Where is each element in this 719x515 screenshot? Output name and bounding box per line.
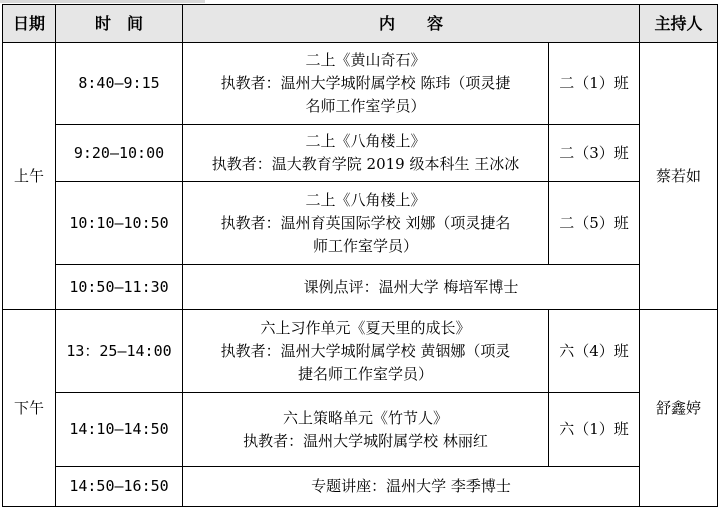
content-line: 师工作室学员）: [312, 236, 418, 255]
content-cell: [183, 310, 549, 393]
class-cell: 六（4）班: [549, 310, 640, 393]
content-line: 名师工作室学员）: [305, 97, 426, 115]
header-row: [3, 5, 718, 43]
table-row: [3, 265, 718, 310]
table-row: [3, 393, 718, 467]
content-cell: [183, 43, 549, 125]
content-cell: [183, 125, 549, 182]
class-cell: 六（1）班: [549, 393, 640, 467]
top-bar: [0, 0, 205, 3]
period-afternoon: 下午: [3, 310, 56, 507]
table-row: [3, 310, 718, 393]
table-row: [3, 43, 718, 125]
content-line: 执教者：温州大学城附属学校 陈玮（项灵捷: [220, 74, 511, 92]
header-content: 内 容: [183, 5, 640, 43]
header-host: 主持人: [640, 5, 718, 43]
content-line: 执教者：温州育英国际学校 刘娜（项灵捷名: [220, 213, 511, 232]
table-row: [3, 182, 718, 265]
content-line: 执教者：温州大学城附属学校 黄铟娜（项灵: [220, 341, 511, 360]
time-cell: 8:40—9:15: [56, 43, 183, 125]
content-line: 二上《八角楼上》: [305, 132, 426, 150]
header-date: 日期: [3, 5, 56, 43]
content-line: 六上习作单元《夏天里的成长》: [260, 318, 471, 337]
content-line: 六上策略单元《竹节人》: [282, 408, 448, 427]
time-cell: 13：25—14:00: [56, 310, 183, 393]
content-line: 课例点评：温州大学 梅培军博士: [303, 277, 519, 296]
time-cell: 10:50—11:30: [56, 265, 183, 310]
time-cell: 14:10—14:50: [56, 393, 183, 467]
schedule-table: [2, 4, 718, 507]
table-row: [3, 125, 718, 182]
content-line: 二上《八角楼上》: [305, 190, 426, 209]
table-row: [3, 467, 718, 507]
content-cell: [183, 265, 640, 310]
time-cell: 10:10—10:50: [56, 182, 183, 265]
content-line: 专题讲座：温州大学 李季博士: [311, 477, 511, 495]
period-morning: 上午: [3, 43, 56, 310]
content-line: 捷名师工作室学员）: [297, 364, 433, 383]
content-line: 二上《黄山奇石》: [305, 51, 426, 69]
host-afternoon: 舒鑫婷: [640, 310, 718, 507]
content-line: 执教者：温大教育学院 2019 级本科生 王冰冰: [211, 155, 520, 173]
host-morning: 蔡若如: [640, 43, 718, 310]
time-cell: 14:50—16:50: [56, 467, 183, 507]
content-cell: [183, 393, 549, 467]
class-cell: 二（5）班: [549, 182, 640, 265]
content-cell: [183, 467, 640, 507]
time-cell: 9:20—10:00: [56, 125, 183, 182]
class-cell: 二（1）班: [549, 43, 640, 125]
content-line: 执教者：温州大学城附属学校 林丽红: [243, 431, 488, 450]
class-cell: 二（3）班: [549, 125, 640, 182]
header-time: 时 间: [56, 5, 183, 43]
content-cell: [183, 182, 549, 265]
